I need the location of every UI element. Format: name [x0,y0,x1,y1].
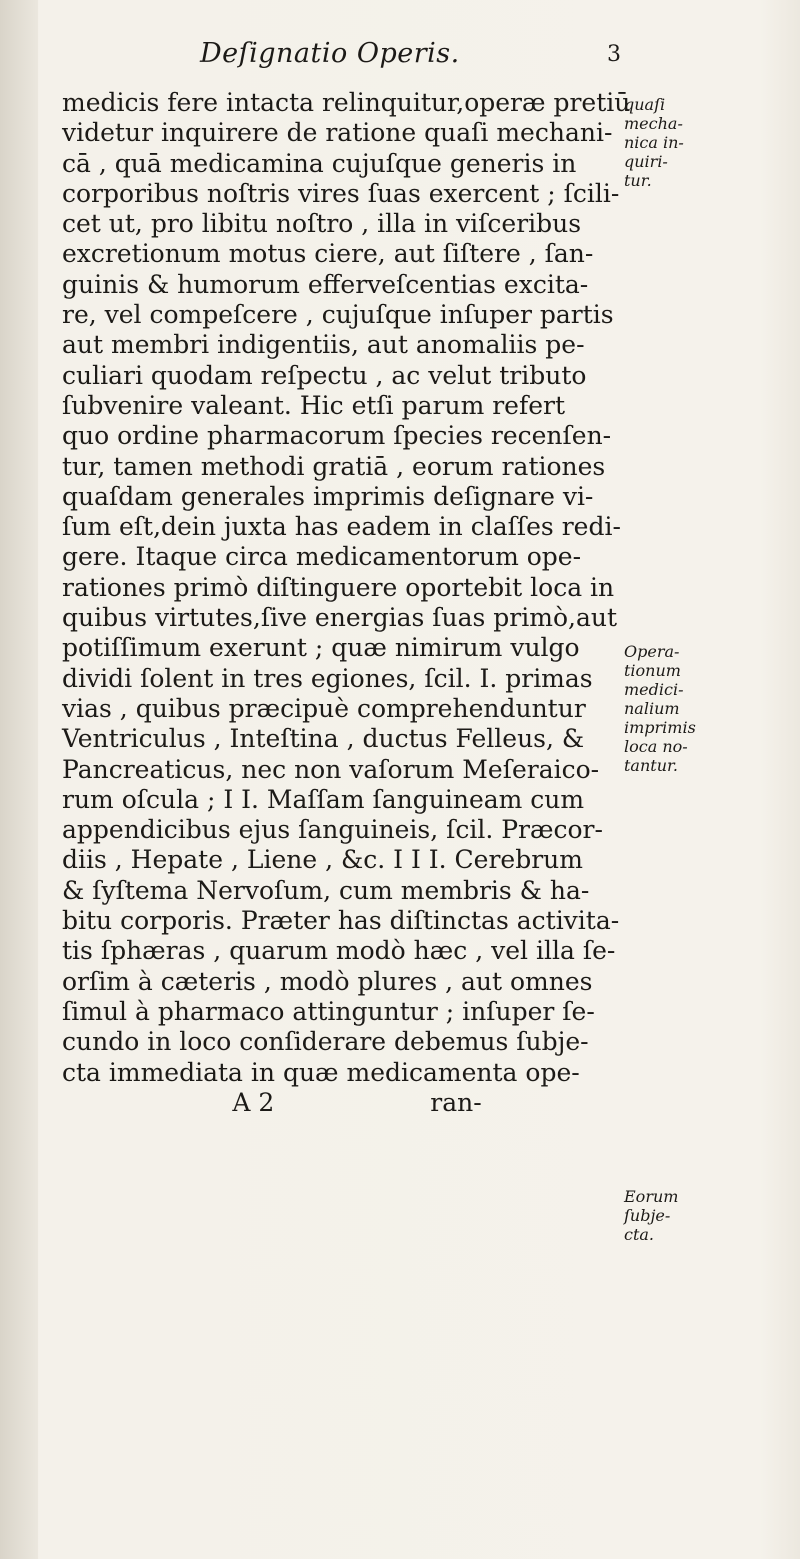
text-line: aut membri indigentiis, aut anomaliis pe- [62,330,585,360]
text-line: re, vel compeſcere , cujuſque inſuper partis [62,300,614,330]
margin-note-line: medici- [624,680,684,699]
margin-note-line: Eorum [624,1187,679,1206]
margin-note-line: quiri- [624,152,668,171]
margin-note [624,95,684,190]
margin-note-line: mecha- [624,114,683,133]
text-line: orſim à cæteris , modò plures , aut omnes [62,966,593,996]
book-gutter [0,0,38,1559]
page-number: 3 [607,42,621,67]
text-line: & ſyſtema Nervoſum, cum membris & ha- [62,875,590,905]
text-line: ſubvenire valeant. Hic etſi parum refert [62,390,566,420]
text-line: quo ordine pharmacorum ſpecies recenſen- [62,421,612,451]
text-line: tis ſphæras , quarum modò hæc , vel illa ſe- [62,936,616,966]
text-line: dividi ſolent in tres egiones, ſcil. I. primas [62,663,593,693]
margin-note-line: loca no- [624,737,688,756]
text-line: vias , quibus præcipuè comprehenduntur [62,693,586,723]
text-line: cundo in loco conſiderare debemus ſubje- [62,1027,589,1057]
text-line: Pancreaticus, nec non vaſorum Meſeraico- [62,754,600,784]
text-line: corporibus noſtris vires ſuas exercent ; ſcili- [62,178,620,208]
text-line: cta immediata in quæ medicamenta ope- [62,1057,580,1087]
text-line: appendicibus ejus ſanguineis, ſcil. Præcor- [62,815,603,845]
margin-note [624,1187,678,1244]
text-line: cet ut, pro libitu noſtro , illa in viſceribus [62,209,582,239]
margin-note-line: tantur. [624,756,678,775]
main-text-block [62,88,631,1118]
margin-note-line: cta. [624,1225,655,1244]
running-title: Deſignatio Operis. [200,38,460,69]
signature-mark: A 2 [232,1087,275,1117]
margin-note-line: nalium [624,699,680,718]
text-line: quaſdam generales imprimis deſignare vi- [62,481,594,511]
margin-note-line: imprimis [624,718,696,737]
text-line: quibus virtutes,ſive energias ſuas primò,aut [62,603,617,633]
margin-note-line: tur. [624,171,652,190]
text-line: culiari quodam reſpectu , ac velut tributo [62,360,587,390]
text-line: rum oſcula ; I I. Maſſam ſanguineam cum [62,784,585,814]
text-line: excretionum motus ciere, aut ſiſtere , ſan- [62,239,594,269]
margin-note-line: quaſi [624,95,666,114]
text-line: ſimul à pharmaco attinguntur ; inſuper ſe- [62,996,595,1026]
text-line: diis , Hepate , Liene , &c. I I I. Cerebrum [62,845,583,875]
margin-note-line: nica in- [624,133,684,152]
margin-note-line: Opera- [624,642,680,661]
margin-note-line: tionum [624,661,681,680]
text-line: bitu corporis. Præter has diſtinctas activita- [62,906,620,936]
text-line: videtur inquirere de ratione quaſi mechani- [62,118,613,148]
signature-line [62,1088,622,1118]
text-line: potiſſimum exerunt ; quæ nimirum vulgo [62,633,580,663]
text-line: Ventriculus , Inteſtina , ductus Felleus, & [62,724,585,754]
text-line: guinis & humorum efferveſcentias excita- [62,269,589,299]
text-line: cā , quā medicamina cujuſque generis in [62,148,577,178]
text-line: rationes primò diſtinguere oportebit loca in [62,572,615,602]
text-line: gere. Itaque circa medicamentorum ope- [62,542,582,572]
margin-note-line: ſubje- [624,1206,671,1225]
margin-note [624,642,696,775]
text-line: medicis fere intacta relinquitur,operæ pretiū [62,88,631,117]
text-line: ſum eſt,dein juxta has eadem in claſſes redi- [62,512,621,542]
page-header [0,38,800,78]
text-line: tur, tamen methodi gratiā , eorum rationes [62,451,606,481]
catchword: ran- [430,1087,482,1117]
